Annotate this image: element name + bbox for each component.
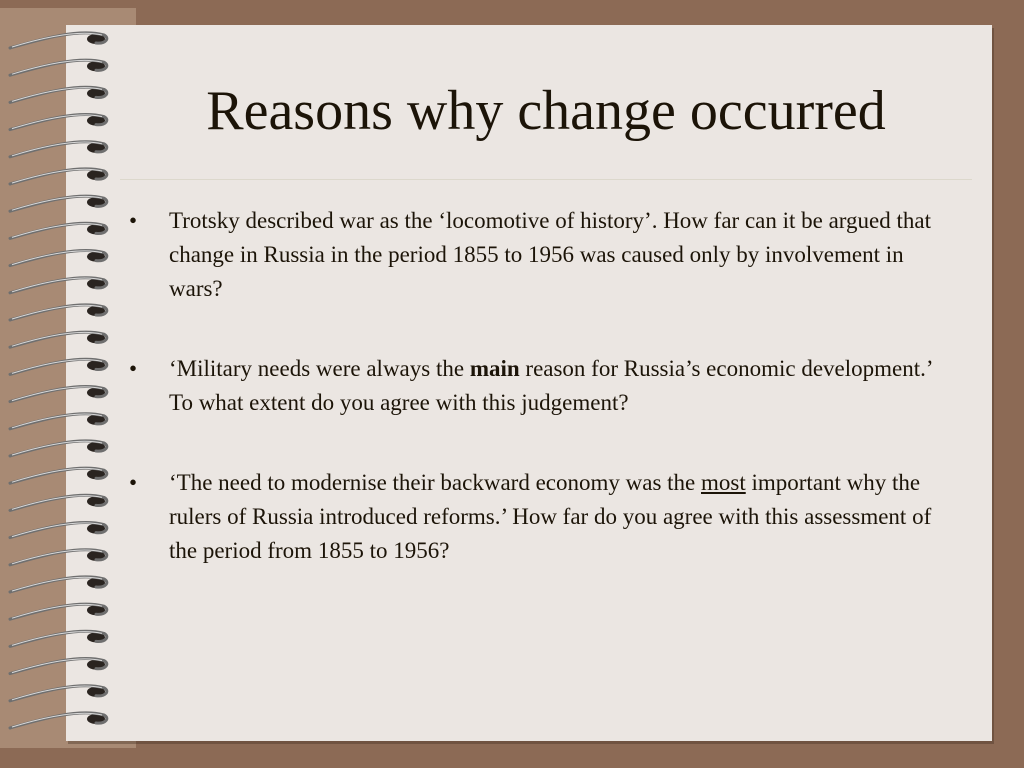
spiral-coil [10,142,107,157]
spiral-coil [10,631,107,646]
spiral-coil [10,33,107,48]
bullet-text-end: important why the rulers of Russia introduced reforms.’ How far do you agree with this assessment of the period from 1855 to 1956? [169,470,932,563]
bullet-text: Trotsky described war as the ‘locomotive of history’. How far can it be argued that change in Russia in the period 1855 to 1956 was caused only by involvement in wars? [169,208,931,301]
bullet-item-2 [129,352,961,420]
bullet-item-3 [129,466,961,568]
spiral-coil [10,223,107,238]
bullet-text-start: ‘Military needs were always the [169,356,470,381]
spiral-binding-icon [8,0,128,768]
bullet-marker: • [129,470,138,495]
spiral-coil [10,278,107,293]
spiral-coil [10,332,107,347]
spiral-coil [10,577,107,592]
spiral-coil [10,386,107,401]
spiral-coil [10,114,107,129]
spiral-coil [10,522,107,537]
spiral-coil [10,169,107,184]
spiral-coil [10,713,107,728]
spiral-coil [10,250,107,265]
spiral-coil [10,441,107,456]
spiral-coil [10,468,107,483]
bullet-text-start: ‘The need to modernise their backward economy was the [169,470,701,495]
spiral-coil [10,60,107,75]
spiral-coil [10,359,107,374]
spiral-coil [10,495,107,510]
bullet-item-1 [129,204,961,306]
bullet-emphasis: main [469,356,520,381]
bullet-emphasis: most [701,470,746,495]
spiral-coil [10,87,107,102]
spiral-coil [10,658,107,673]
bullet-marker: • [129,356,138,381]
spiral-coil [10,604,107,619]
spiral-coil [10,196,107,211]
bullet-list [129,204,961,568]
spiral-coil [10,686,107,701]
title-divider [120,179,972,180]
spiral-coil [10,305,107,320]
bullet-marker: • [129,208,138,233]
bullet-text-end: reason for Russia’s economic development.’ To what extent do you agree with this judgement? [169,356,932,415]
spiral-coil [10,550,107,565]
slide-title: Reasons why change occurred [206,80,886,142]
spiral-coil [10,414,107,429]
